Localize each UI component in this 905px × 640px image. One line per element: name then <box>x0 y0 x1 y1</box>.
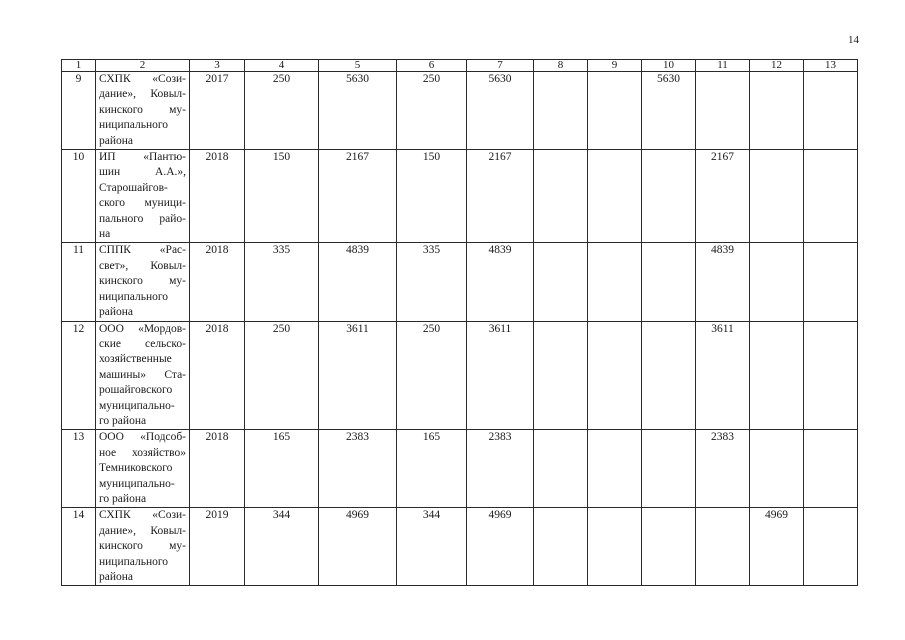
value-cell-col7: 4969 <box>467 508 534 586</box>
column-header: 1 <box>62 60 96 72</box>
value-cell-col10 <box>642 243 696 321</box>
column-header: 11 <box>696 60 750 72</box>
year-cell: 2018 <box>190 150 245 243</box>
column-header: 6 <box>397 60 467 72</box>
column-header: 12 <box>750 60 804 72</box>
organization-name-line: шин А.А.», <box>99 166 186 179</box>
value-cell-col7: 4839 <box>467 243 534 321</box>
value-cell-col9 <box>588 321 642 430</box>
value-cell-col10: 5630 <box>642 72 696 150</box>
year-cell: 2019 <box>190 508 245 586</box>
row-number-cell: 9 <box>62 72 96 150</box>
column-header: 9 <box>588 60 642 72</box>
value-cell-col4: 250 <box>245 72 319 150</box>
value-cell-col11: 3611 <box>696 321 750 430</box>
organization-name-line: кинского му- <box>99 540 186 553</box>
organization-name-line: ниципального <box>99 290 169 303</box>
value-cell-col8 <box>534 508 588 586</box>
row-number-cell: 11 <box>62 243 96 321</box>
value-cell-col6: 344 <box>397 508 467 586</box>
table-body <box>62 72 858 586</box>
column-header: 8 <box>534 60 588 72</box>
organization-name-cell <box>96 321 190 430</box>
table-row <box>62 150 858 243</box>
organization-name-line: СХПК «Сози- <box>99 73 186 85</box>
organization-name-line: ниципального <box>99 555 169 568</box>
value-cell-col11 <box>696 508 750 586</box>
value-cell-col5: 4969 <box>319 508 397 586</box>
organization-name-line: Темниковского <box>99 462 173 475</box>
organization-name-line: дание», Ковыл- <box>99 88 186 101</box>
value-cell-col11: 4839 <box>696 243 750 321</box>
organization-name-line: хозяйственные <box>99 353 172 366</box>
table-row <box>62 508 858 586</box>
value-cell-col12 <box>750 430 804 508</box>
value-cell-col8 <box>534 72 588 150</box>
organization-name-line: района <box>99 306 134 319</box>
organization-name-line: кинского му- <box>99 275 186 288</box>
table-row <box>62 72 858 150</box>
value-cell-col12 <box>750 321 804 430</box>
organization-name-line: СХПК «Сози- <box>99 509 186 522</box>
organization-name-line: района <box>99 134 134 147</box>
organization-name-line: района <box>99 571 134 583</box>
year-cell: 2018 <box>190 243 245 321</box>
organization-name-line: ского муници- <box>99 197 186 210</box>
value-cell-col5: 5630 <box>319 72 397 150</box>
value-cell-col12 <box>750 72 804 150</box>
value-cell-col7: 5630 <box>467 72 534 150</box>
organization-name-line: на <box>99 228 111 241</box>
value-cell-col8 <box>534 321 588 430</box>
value-cell-col6: 250 <box>397 321 467 430</box>
value-cell-col8 <box>534 150 588 243</box>
value-cell-col13 <box>804 508 858 586</box>
year-cell: 2018 <box>190 321 245 430</box>
value-cell-col6: 335 <box>397 243 467 321</box>
value-cell-col4: 335 <box>245 243 319 321</box>
value-cell-col13 <box>804 321 858 430</box>
value-cell-col12: 4969 <box>750 508 804 586</box>
organization-name-line: ООО «Подсоб- <box>99 431 186 444</box>
organization-name-line: кинского му- <box>99 103 186 116</box>
value-cell-col5: 4839 <box>319 243 397 321</box>
organization-name-line: ские сельско- <box>99 337 186 350</box>
year-cell: 2018 <box>190 430 245 508</box>
value-cell-col5: 2383 <box>319 430 397 508</box>
table-row <box>62 430 858 508</box>
value-cell-col6: 150 <box>397 150 467 243</box>
organization-name-line: рошайговского <box>99 384 173 397</box>
value-cell-col9 <box>588 508 642 586</box>
organization-name-cell <box>96 430 190 508</box>
table-row <box>62 243 858 321</box>
organization-name-line: Старошайгов- <box>99 181 168 194</box>
organization-name-line: ИП «Пантю- <box>99 151 186 164</box>
organization-name-cell <box>96 243 190 321</box>
value-cell-col4: 150 <box>245 150 319 243</box>
value-cell-col8 <box>534 430 588 508</box>
value-cell-col5: 2167 <box>319 150 397 243</box>
value-cell-col10 <box>642 321 696 430</box>
column-header: 2 <box>96 60 190 72</box>
value-cell-col10 <box>642 430 696 508</box>
value-cell-col4: 165 <box>245 430 319 508</box>
year-cell: 2017 <box>190 72 245 150</box>
value-cell-col6: 250 <box>397 72 467 150</box>
value-cell-col10 <box>642 150 696 243</box>
organization-name-line: муниципально- <box>99 477 175 490</box>
column-header: 13 <box>804 60 858 72</box>
organization-name-cell <box>96 150 190 243</box>
organization-name-cell <box>96 508 190 586</box>
header-row <box>62 60 858 72</box>
value-cell-col7: 2383 <box>467 430 534 508</box>
organization-name-line: пального райо- <box>99 212 186 225</box>
value-cell-col13 <box>804 243 858 321</box>
organization-name-line: СППК «Рас- <box>99 244 186 257</box>
organization-name-cell <box>96 72 190 150</box>
value-cell-col6: 165 <box>397 430 467 508</box>
value-cell-col11 <box>696 72 750 150</box>
data-table <box>61 59 858 586</box>
column-header: 10 <box>642 60 696 72</box>
table-row <box>62 321 858 430</box>
column-header: 7 <box>467 60 534 72</box>
value-cell-col11: 2383 <box>696 430 750 508</box>
column-header: 5 <box>319 60 397 72</box>
value-cell-col9 <box>588 150 642 243</box>
value-cell-col8 <box>534 243 588 321</box>
value-cell-col10 <box>642 508 696 586</box>
page-number: 14 <box>848 34 859 46</box>
value-cell-col7: 2167 <box>467 150 534 243</box>
value-cell-col4: 344 <box>245 508 319 586</box>
value-cell-col9 <box>588 243 642 321</box>
organization-name-line: свет», Ковыл- <box>99 259 186 272</box>
value-cell-col13 <box>804 72 858 150</box>
value-cell-col7: 3611 <box>467 321 534 430</box>
organization-name-line: дание», Ковыл- <box>99 524 186 537</box>
organization-name-line: го района <box>99 414 147 427</box>
organization-name-line: ное хозяйство» <box>99 446 186 459</box>
organization-name-line: машины» Ста- <box>99 368 186 381</box>
value-cell-col12 <box>750 243 804 321</box>
value-cell-col9 <box>588 430 642 508</box>
column-header: 3 <box>190 60 245 72</box>
organization-name-line: ниципального <box>99 119 169 132</box>
column-header: 4 <box>245 60 319 72</box>
organization-name-line: муниципально- <box>99 399 175 412</box>
organization-name-line: ООО «Мордов- <box>99 322 186 335</box>
organization-name-line: го района <box>99 492 147 505</box>
value-cell-col9 <box>588 72 642 150</box>
row-number-cell: 14 <box>62 508 96 586</box>
value-cell-col13 <box>804 430 858 508</box>
row-number-cell: 12 <box>62 321 96 430</box>
row-number-cell: 10 <box>62 150 96 243</box>
value-cell-col13 <box>804 150 858 243</box>
row-number-cell: 13 <box>62 430 96 508</box>
value-cell-col12 <box>750 150 804 243</box>
value-cell-col11: 2167 <box>696 150 750 243</box>
value-cell-col5: 3611 <box>319 321 397 430</box>
value-cell-col4: 250 <box>245 321 319 430</box>
